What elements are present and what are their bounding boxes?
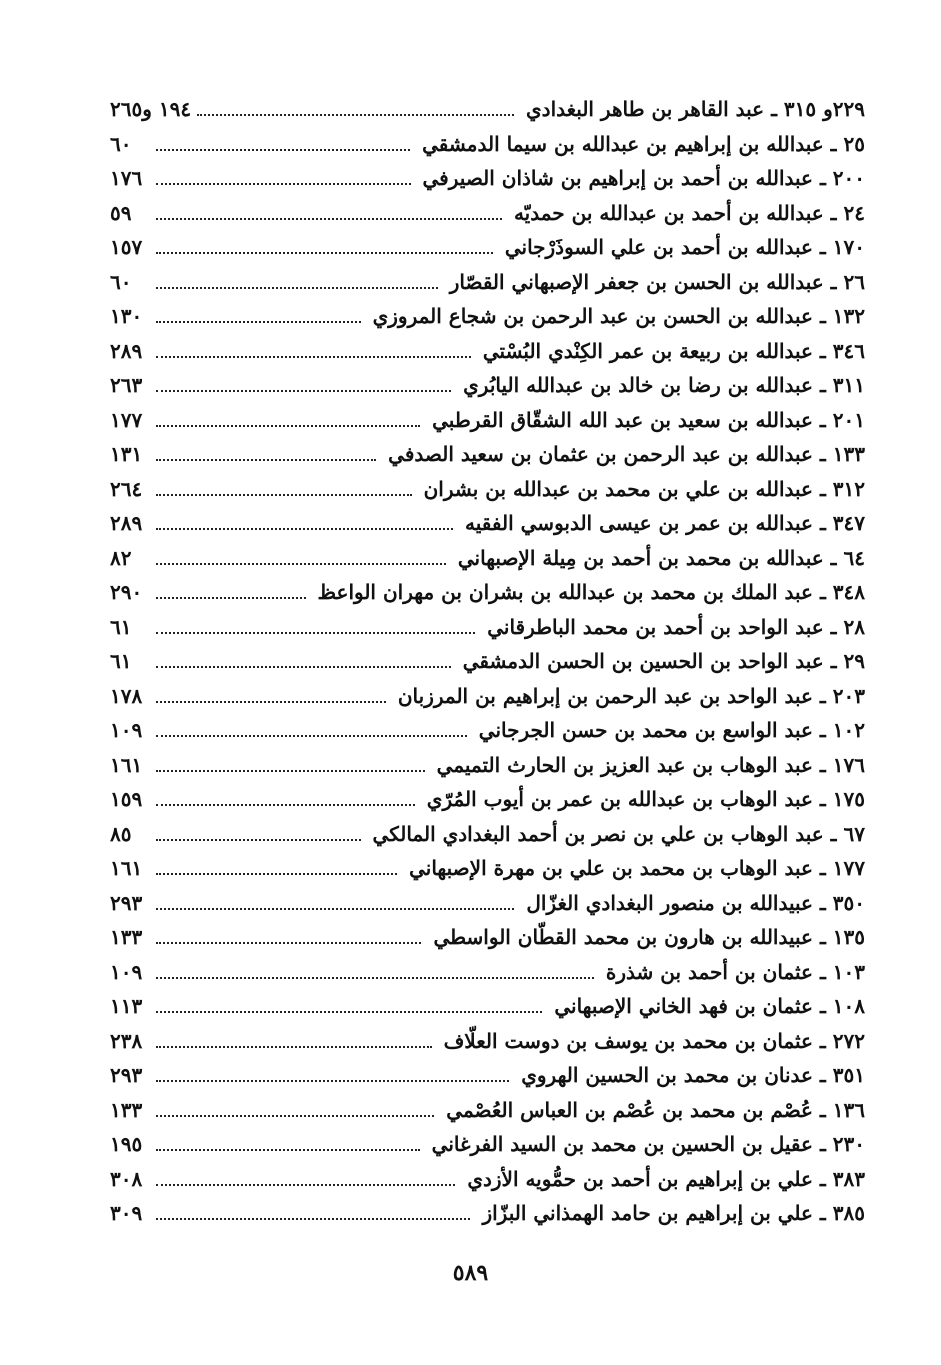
entry-page-ref: ١٧٨ [110, 683, 143, 708]
dot-leader [156, 183, 411, 185]
dot-leader [156, 390, 451, 392]
entry-page-ref: ٨٥ [110, 821, 132, 846]
entry-title: ٣١١ ـ عبدالله بن رضا بن خالد بن عبدالله اليابُري [463, 373, 865, 398]
dot-leader [156, 1115, 434, 1117]
entry-page-ref: ١٦١ [110, 856, 143, 881]
entry-title: ٣٤٧ ـ عبدالله بن عمر بن عيسى الدبوسي الفقيه [465, 511, 865, 536]
entry-title: ٣٨٣ ـ علي بن إبراهيم بن أحمد بن حمُّويه الأزدي [467, 1166, 865, 1191]
index-entry [110, 437, 865, 472]
dot-leader [197, 114, 514, 116]
index-entry [110, 230, 865, 265]
entry-page-ref: ٨٢ [110, 545, 132, 570]
dot-leader [156, 1011, 542, 1013]
entry-title: ٢٤ ـ عبدالله بن أحمد بن عبدالله بن حمديّه [513, 200, 865, 225]
entry-page-ref: ٥٩ [110, 200, 132, 225]
dot-leader [156, 1080, 509, 1082]
entry-title: ١٠٨ ـ عثمان بن فهد الخاني الإصبهاني [554, 994, 865, 1019]
index-entry [110, 472, 865, 507]
index-entry [110, 955, 865, 990]
entry-page-ref: ١٠٩ [110, 718, 143, 743]
entry-title: ٢٠١ ـ عبدالله بن سعيد بن عبد الله الشقّاق القرطبي [432, 407, 865, 432]
entry-title: ٦٤ ـ عبدالله بن محمد بن أحمد بن مِيلة الإصبهاني [457, 545, 865, 570]
index-entry [110, 1024, 865, 1059]
entry-title: ٢٥ ـ عبدالله بن إبراهيم بن عبدالله بن سيما الدمشقي [422, 131, 865, 156]
entry-title: ١٠٢ ـ عبد الواسع بن محمد بن حسن الجرجاني [478, 718, 865, 743]
entry-page-ref: ٢٩٠ [110, 580, 143, 605]
dot-leader [156, 528, 453, 530]
dot-leader [156, 494, 412, 496]
dot-leader [156, 804, 415, 806]
dot-leader [156, 563, 446, 565]
entry-page-ref: ٦٠ [110, 269, 132, 294]
entry-title: ١٠٣ ـ عثمان بن أحمد بن شذرة [605, 959, 865, 984]
index-entry [110, 851, 865, 886]
entry-page-ref: ١٧٧ [110, 407, 143, 432]
index-entry [110, 127, 865, 162]
entry-page-ref: ٦٠ [110, 131, 132, 156]
index-entry [110, 265, 865, 300]
dot-leader [156, 977, 594, 979]
entry-page-ref: ٢٩٣ [110, 890, 143, 915]
index-entry [110, 1127, 865, 1162]
entry-page-ref: ٢٦٤ [110, 476, 143, 501]
index-entry [110, 299, 865, 334]
entry-title: ٢٨ ـ عبد الواحد بن أحمد بن محمد الباطرقاني [487, 614, 865, 639]
index-entry [110, 748, 865, 783]
index-entry [110, 817, 865, 852]
dot-leader [156, 218, 502, 220]
entry-title: ٣٤٦ ـ عبدالله بن ربيعة بن عمر الكِنْدي البُسْتي [482, 338, 865, 363]
entry-page-ref: ٦١ [110, 614, 132, 639]
entry-page-ref: ١٥٩ [110, 787, 143, 812]
dot-leader [156, 770, 425, 772]
entry-title: ١٧٦ ـ عبد الوهاب بن عبد العزيز بن الحارث التميمي [436, 752, 865, 777]
entry-title: ١٧٠ ـ عبدالله بن أحمد بن علي السوذَرْجاني [504, 235, 865, 260]
entry-page-ref: ٢٣٨ [110, 1028, 143, 1053]
index-entry [110, 196, 865, 231]
index-entry [110, 403, 865, 438]
entry-page-ref: ١٣٣ [110, 1097, 143, 1122]
entry-title: ١٣٦ ـ عُصْم بن محمد بن عُصْم بن العباس العُصْمي [446, 1097, 865, 1122]
entry-title: ٢٠٣ ـ عبد الواحد بن عبد الرحمن بن إبراهيم بن المرزبان [397, 683, 865, 708]
entry-page-ref: ٢٨٩ [110, 338, 143, 363]
index-entry [110, 575, 865, 610]
dot-leader [156, 459, 376, 461]
dot-leader [156, 735, 467, 737]
entry-page-ref: ٢٩٣ [110, 1063, 143, 1088]
dot-leader [156, 908, 514, 910]
index-entry [110, 610, 865, 645]
dot-leader [156, 321, 361, 323]
index-entry [110, 713, 865, 748]
index-entry [110, 161, 865, 196]
dot-leader [156, 839, 361, 841]
entry-title: ٢٦ ـ عبدالله بن الحسن بن جعفر الإصبهاني القصّار [449, 269, 865, 294]
entry-page-ref: ١٠٩ [110, 959, 143, 984]
index-entry [110, 1058, 865, 1093]
index-entry [110, 644, 865, 679]
index-entry [110, 1196, 865, 1231]
entry-title: ٣٥١ ـ عدنان بن محمد بن الحسين الهروي [521, 1063, 865, 1088]
entry-title: ٣١٢ ـ عبدالله بن علي بن محمد بن عبدالله بن بشران [423, 476, 865, 501]
entry-title: ٢٧٢ ـ عثمان بن محمد بن يوسف بن دوست العلّاف [443, 1028, 865, 1053]
entry-page-ref: ١٦١ [110, 752, 143, 777]
index-entry [110, 886, 865, 921]
entry-page-ref: ١١٣ [110, 994, 143, 1019]
entry-page-ref: ٦١ [110, 649, 132, 674]
entry-page-ref: ١٣٣ [110, 925, 143, 950]
dot-leader [156, 873, 397, 875]
dot-leader [156, 1184, 455, 1186]
dot-leader [156, 356, 471, 358]
dot-leader [156, 1218, 470, 1220]
dot-leader [156, 287, 438, 289]
entry-page-ref: ١٣٠ [110, 304, 143, 329]
entry-title: ١٧٥ ـ عبد الوهاب بن عبدالله بن عمر بن أيوب المُرّي [426, 787, 865, 812]
dot-leader [156, 1149, 420, 1151]
dot-leader [156, 701, 386, 703]
entry-title: ١٣٥ ـ عبيدالله بن هارون بن محمد القطّان الواسطي [433, 925, 865, 950]
entry-title: ١٣٣ ـ عبدالله بن عبد الرحمن بن عثمان بن سعيد الصدفي [388, 442, 865, 467]
index-entry [110, 920, 865, 955]
index-entry [110, 541, 865, 576]
index-entry [110, 1162, 865, 1197]
page-number: ٥٨٩ [452, 1260, 489, 1286]
entry-title: ٢٩ ـ عبد الواحد بن الحسين بن الحسن الدمشقي [462, 649, 865, 674]
entry-title: ٢٢٩و ٣١٥ ـ عبد القاهر بن طاهر البغدادي [526, 97, 865, 122]
index-entry [110, 989, 865, 1024]
entry-title: ٢٠٠ ـ عبدالله بن أحمد بن إبراهيم بن شاذان الصيرفي [422, 166, 865, 191]
entry-page-ref: ١٣١ [110, 442, 143, 467]
entry-title: ١٧٧ ـ عبد الوهاب بن محمد بن علي بن مهرة الإصبهاني [409, 856, 865, 881]
entry-page-ref: ٢٨٩ [110, 511, 143, 536]
entry-page-ref: ١٧٦ [110, 166, 143, 191]
dot-leader [156, 425, 420, 427]
dot-leader [156, 597, 306, 599]
index-entry [110, 334, 865, 369]
index-entry [110, 506, 865, 541]
index-entry [110, 782, 865, 817]
index-entry [110, 368, 865, 403]
entry-page-ref: ١٩٤ و٢٦٥ [110, 97, 192, 122]
dot-leader [156, 252, 493, 254]
index-entry [110, 92, 865, 127]
dot-leader [156, 1046, 432, 1048]
dot-leader [156, 632, 475, 634]
entry-title: ٣٤٨ ـ عبد الملك بن محمد بن عبدالله بن بشران بن مهران الواعظ [317, 580, 865, 605]
index-entry [110, 1093, 865, 1128]
dot-leader [156, 666, 451, 668]
entry-title: ٣٥٠ ـ عبيدالله بن منصور البغدادي الغزّال [526, 890, 865, 915]
index-entry [110, 679, 865, 714]
dot-leader [156, 149, 410, 151]
entry-title: ٣٨٥ ـ علي بن إبراهيم بن حامد الهمذاني البزّاز [482, 1201, 865, 1226]
entry-title: ٦٧ ـ عبد الوهاب بن علي بن نصر بن أحمد البغدادي المالكي [372, 821, 865, 846]
dot-leader [156, 942, 421, 944]
entry-title: ٢٣٠ ـ عقيل بن الحسين بن محمد بن السيد الفرغاني [431, 1132, 865, 1157]
entry-page-ref: ٣٠٩ [110, 1201, 143, 1226]
entry-title: ١٣٢ ـ عبدالله بن الحسن بن عبد الرحمن بن شجاع المروزي [372, 304, 865, 329]
entry-page-ref: ٢٦٣ [110, 373, 143, 398]
entry-page-ref: ١٥٧ [110, 235, 143, 260]
entry-page-ref: ٣٠٨ [110, 1166, 143, 1191]
index-list [110, 92, 865, 1231]
entry-page-ref: ١٩٥ [110, 1132, 143, 1157]
